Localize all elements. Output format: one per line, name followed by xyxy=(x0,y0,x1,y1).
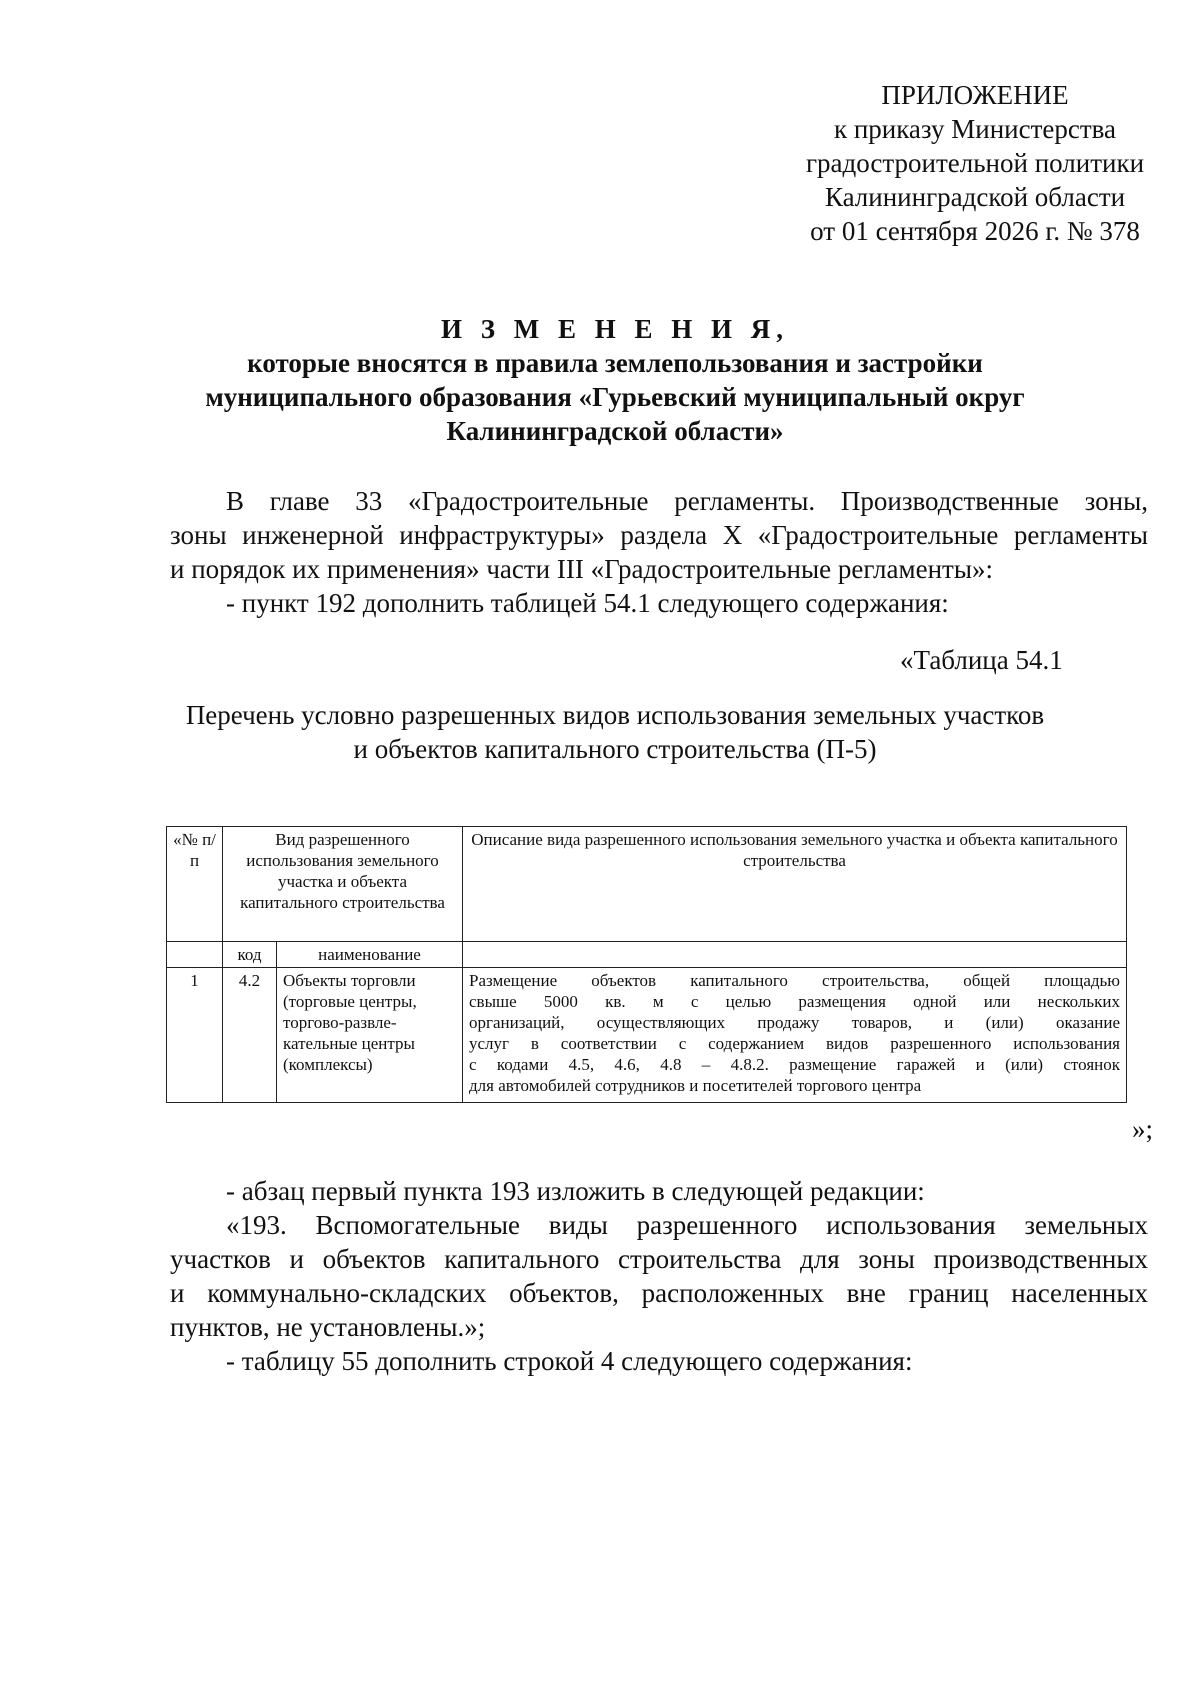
header-kind: Вид разрешенного использования земельного участка и объекта капитального строительства xyxy=(223,827,463,942)
description-line: Размещение объектов капитального строительства, общей площадью xyxy=(469,971,1120,990)
outro-instruction: - абзац первый пункта 193 изложить в следующей редакции: xyxy=(226,1176,925,1206)
title-line: муниципального образования «Гурьевский муниципальный округ xyxy=(205,382,1025,412)
subheader-code: код xyxy=(223,942,277,968)
description-line: с кодами 4.5, 4.6, 4.8 – 4.8.2. размещение гаражей и (или) стоянок xyxy=(469,1055,1120,1074)
appendix-line: градостроительной политики xyxy=(805,148,1145,178)
outro-instruction: - таблицу 55 дополнить строкой 4 следующего содержания: xyxy=(226,1346,913,1376)
row-name: Объекты торговли (торговые центры, торгово-развле-кательные центры (комплексы) xyxy=(277,968,463,1103)
outro-line: и коммунально-складских объектов, расположенных вне границ населенных xyxy=(170,1278,1148,1308)
intro-instruction: - пункт 192 дополнить таблицей 54.1 следующего содержания: xyxy=(226,588,949,618)
appendix-order-date: от 01 сентября 2026 г. № 378 xyxy=(810,216,1140,246)
usage-table xyxy=(166,826,1127,1103)
description-line: услуг в соответствии с содержанием видов разрешенного использования xyxy=(469,1034,1120,1053)
intro-paragraph xyxy=(170,484,1148,620)
outro-paragraph xyxy=(170,1174,1148,1378)
title-line: Калининградской области» xyxy=(446,416,784,446)
appendix-header xyxy=(790,78,1160,248)
table-caption: «Таблица 54.1 xyxy=(900,645,1063,675)
row-number: 1 xyxy=(167,968,223,1103)
description-line: для автомобилей сотрудников и посетителей торгового центра xyxy=(469,1076,922,1095)
document-title xyxy=(150,312,1080,448)
list-title-line: Перечень условно разрешенных видов использования земельных участков xyxy=(185,700,1045,730)
header-description: Описание вида разрешенного использования земельного участка и объекта капитального строительства xyxy=(463,827,1127,942)
row-code: 4.2 xyxy=(223,968,277,1103)
title-main: И З М Е Н Е Н И Я, xyxy=(440,314,789,344)
outro-line: участков и объектов капитального строительства для зоны производственных xyxy=(170,1244,1148,1274)
description-line: организаций, осуществляющих продажу товаров, и (или) оказание xyxy=(469,1013,1120,1032)
subheader-empty xyxy=(167,942,223,968)
row-description xyxy=(463,968,1127,1103)
appendix-title: ПРИЛОЖЕНИЕ xyxy=(881,80,1069,110)
appendix-line: Калининградской области xyxy=(824,182,1126,212)
title-line: которые вносятся в правила землепользования и застройки xyxy=(247,348,983,378)
table-row xyxy=(167,968,1127,1103)
table-header-row xyxy=(167,827,1127,942)
list-title xyxy=(150,698,1080,766)
intro-line: и порядок их применения» части III «Градостроительные регламенты»: xyxy=(170,554,993,584)
table-subheader-row xyxy=(167,942,1127,968)
outro-line: «193. Вспомогательные виды разрешенного использования земельных xyxy=(226,1210,1148,1240)
table-wrapper xyxy=(166,826,1127,1103)
appendix-line: к приказу Министерства xyxy=(833,114,1117,144)
subheader-empty xyxy=(463,942,1127,968)
list-title-line: и объектов капитального строительства (П-5) xyxy=(353,734,877,764)
outro-line: пунктов, не установлены.»; xyxy=(170,1312,486,1342)
intro-line: В главе 33 «Градостроительные регламенты. Производственные зоны, xyxy=(226,486,1148,516)
intro-line: зоны инженерной инфраструктуры» раздела X «Градостроительные регламенты xyxy=(170,520,1148,550)
subheader-name: наименование xyxy=(277,942,463,968)
header-number: «№ п/п xyxy=(167,827,223,942)
table-closing-quote: »; xyxy=(1132,1114,1154,1144)
description-line: свыше 5000 кв. м с целью размещения одной или нескольких xyxy=(469,992,1120,1011)
